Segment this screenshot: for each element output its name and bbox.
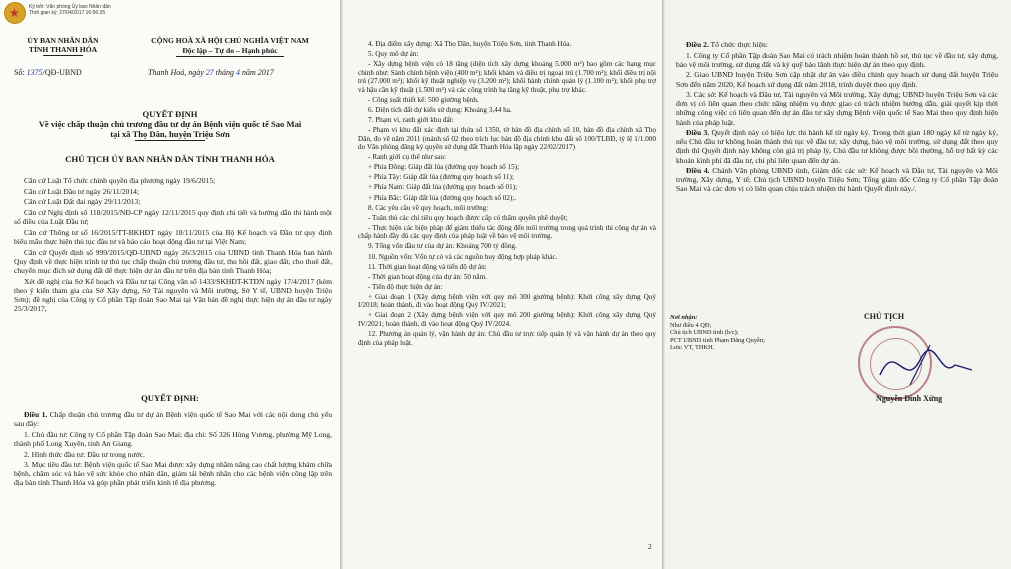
document-date: Thanh Hoá, ngày 27 tháng 4 năm 2017: [148, 68, 274, 77]
signer-name: Nguyễn Đình Xứng: [876, 394, 943, 403]
issuing-authority: CHỦ TỊCH ỦY BAN NHÂN DÂN TỈNH THANH HÓA: [65, 154, 275, 164]
recipients: Nơi nhận: Như điều 4 QĐ; Chủ tịch UBND tỉnh (b/c); PCT UBND tỉnh Phạm Đăng Quyền; Lưu: VT, THKH.: [670, 314, 765, 352]
legal-basis: Căn cứ Luật Tổ chức chính quyền địa phương ngày 19/6/2015; Căn cứ Luật Đầu tư ngày 26/11/2014; Căn cứ Luật Đất đai ngày 29/11/2013; Căn cứ Nghị định số 118/2015/NĐ-CP ngày 12/11/2015 quy định chi tiết và hướng dẫn thi hành một số điều của Luật Đầu tư; Căn cứ Thông tư số 16/2015/TT-BKHĐT ngày 18/11/2015 của Bộ Kế hoạch và Đầu tư quy định biểu mẫu thực hiện thủ tục đầu tư và báo cáo hoạt động đầu tư tại Việt Nam; Căn cứ Quyết định số 999/2015/QĐ-UBND ngày 26/3/2015 của UBND tỉnh Thanh Hóa ban hành Quy định về thực hiện trình tự thủ tục chấp thuận chủ trương đầu tư, thu hồi đất, giao đất, cho thuê đất, chuyển mục đích sử dụng đất để thực hiện dự án đầu tư trên địa bàn tỉnh Thanh Hóa; Xét đề nghị của Sở Kế hoạch và Đầu tư tại Công văn số 1433/SKHĐT-KTĐN ngày 17/4/2017 (kèm theo ý kiến tham gia của Sở Xây dựng, Sở Tài nguyên và Môi trường, Sở Y tế, UBND huyện Triệu Sơn); đề nghị của Công ty Cổ phần Tập đoàn Sao Mai tại Văn bản đề nghị thực hiện dự án đầu tư ngày 25/3/2017,: [14, 176, 332, 313]
signer-title: CHỦ TỊCH: [864, 312, 905, 321]
document-page-1: [0, 0, 340, 569]
article-1: Điều 1. Chấp thuận chủ trương đầu tư dự án Bệnh viện quốc tế Sao Mai với các nội dung chủ yếu sau đây: 1. Chủ đầu tư: Công ty Cổ phần Tập đoàn Sao Mai; địa chỉ: Số 326 Hùng Vương, phường Mỹ Long, thành phố Long Xuyên, tỉnh An Giang. 2. Hình thức đầu tư: Đầu tư trong nước. 3. Mục tiêu đầu tư: Bệnh viện quốc tế Sao Mai được xây dựng nhằm nâng cao chất lượng khám chữa bệnh, chăm sóc và bảo vệ sức khỏe cho nhân dân, giảm tải bệnh nhân cho các bệnh viện công lập trên địa bàn tỉnh Thanh Hóa và góp phần phát triển kinh tế địa phương.: [14, 410, 333, 488]
articles-2-to-4: Điều 2. Tổ chức thực hiện: 1. Công ty Cổ phần Tập đoàn Sao Mai có trách nhiệm hoàn thành hồ sơ, thủ tục về đầu tư, xây dựng, bảo vệ môi trường, sử dụng đất và ký quỹ bảo lãnh thực hiện dự án theo quy định. 2. Giao UBND huyện Triệu Sơn cập nhật dự án vào điều chỉnh quy hoạch sử dụng đất huyện Triệu Sơn đến năm 2020, Kế hoạch sử dụng đất năm 2018, trình duyệt theo quy định. 3. Các sở: Kế hoạch và Đầu tư, Tài nguyên và Môi trường, Xây dựng; UBND huyện Triệu Sơn và các đơn vị có liên quan theo chức năng nhiệm vụ được giao có trách nhiệm hướng dẫn, giải quyết kịp thời những công việc có liên quan đến dự án đầu tư xây dựng Bệnh viện quốc tế Sao Mai theo quy định hiện hành của pháp luật. Điều 3. Quyết định này có hiệu lực thi hành kể từ ngày ký. Trong thời gian 180 ngày kể từ ngày ký, nếu Chủ đầu tư không hoàn thành thủ tục về đầu tư, xây dựng, bảo vệ môi trường, sử dụng đất theo quy định thì Quyết định này không còn giá trị pháp lý, Chủ đầu tư không được bồi thường, hỗ trợ bất kỳ các khoản kinh phí đã đầu tư, chi phí liên quan đến dự án. Điều 4. Chánh Văn phòng UBND tỉnh, Giám đốc các sở: Kế hoạch và Đầu tư, Tài nguyên và Môi trường, Xây dựng, Y tế; Chủ tịch UBND huyện Triệu Sơn; Tổng giám đốc Công ty Cổ phần Tập đoàn Sao Mai và các đơn vị có liên quan chịu trách nhiệm thi hành Quyết định này./.: [676, 40, 999, 194]
decides-heading: QUYẾT ĐỊNH:: [141, 393, 199, 403]
national-header: CỘNG HOÀ XÃ HỘI CHỦ NGHĨA VIỆT NAM Độc lập – Tự do – Hạnh phúc: [124, 36, 336, 57]
national-emblem-icon: ★: [4, 2, 26, 24]
divider: [176, 56, 284, 57]
document-page-2: [340, 0, 662, 569]
handwritten-signature: [860, 330, 980, 400]
document-page-3: [662, 0, 1011, 569]
signature-line-2: Thời gian ký: 27/04/2017 16:56:25: [29, 10, 106, 16]
divider: [135, 140, 205, 141]
decision-title: QUYẾT ĐỊNH Về việc chấp thuận chủ trương đầu tư dự án Bệnh viện quốc tế Sao Mai tại xã Thọ Dân, huyện Triệu Sơn: [38, 109, 302, 139]
divider: [43, 55, 83, 56]
digital-signature-stamp: [4, 2, 111, 24]
document-number: Số: 1375/QĐ-UBND: [14, 68, 82, 77]
signature-line-1: Ký bởi: Văn phòng Ủy ban Nhân dân: [29, 4, 111, 10]
page-number: 2: [648, 542, 652, 551]
article-1-continued: 4. Địa điểm xây dựng: Xã Thọ Dân, huyện Triệu Sơn, tỉnh Thanh Hóa. 5. Quy mô dự án: - Xây dựng bệnh viện có 18 tầng (diện tích xây dựng khoảng 5.000 m²) bao gồm các hạng mục chính như: Sảnh chính bệnh viện (400 m²); khối khám và điều trị ngoại trú (1.700 m²); khối điều trị nội trú (27.000 m²); khối kỹ thuật nghiệp vụ (3.200 m²); khối hành chính quản lý (1.100 m²); khối phụ trợ và hậu cần kỹ thuật (1.500 m²) và các công trình hạ tầng kỹ thuật, phụ trợ khác. - Công suất thiết kế: 500 giường bệnh. 6. Diện tích đất dự kiến sử dụng: Khoảng 3,44 ha. 7. Phạm vi, ranh giới khu đất: - Phạm vi khu đất xác định tại thửa số 1350, tờ bản đồ địa chính số 10, bản đồ địa chính xã Thọ Dân, đo vẽ năm 2011 (mảnh số 02 theo trích lục bản đồ địa chính khu đất số 100/TLBĐ, tỷ lệ 1/1.000 do Văn phòng đăng ký quyền sử dụng đất Thanh Hóa lập ngày 22/02/2017) - Ranh giới cụ thể như sau: + Phía Đông: Giáp đất lúa (đường quy hoạch số 15); + Phía Tây: Giáp đất lúa (đường quy hoạch số 11); + Phía Nam: Giáp đất lúa (đường quy hoạch số 01); + Phía Bắc: Giáp đất lúa (đường quy hoạch số 02);. 8. Các yêu cầu về quy hoạch, môi trường: - Tuân thủ các chỉ tiêu quy hoạch được cấp có thẩm quyền phê duyệt; - Thực hiện các biện pháp để giảm thiểu tác động đến môi trường trong quá trình thi công dự án và chấp hành đầy đủ các quy định của pháp luật về bảo vệ môi trường. 9. Tổng vốn đầu tư của dự án: Khoảng 700 tỷ đồng. 10. Nguồn vốn: Vốn tự có và các nguồn huy động hợp pháp khác. 11. Thời gian hoạt động và tiến độ dự án: - Thời gian hoạt động của dự án: 50 năm. - Tiến độ thực hiện dự án: + Giai đoạn 1 (Xây dựng bệnh viện với quy mô 300 giường bệnh): Khởi công xây dựng Quý I/2018; hoàn thành, đi vào hoạt động Quý IV/2021; + Giai đoạn 2 (Xây dựng bệnh viện với quy mô 200 giường bệnh): Khởi công xây dựng Quý IV/2021; hoàn thành, đi vào hoạt động Quý IV/2024. 12. Phương án quản lý, vận hành dự án: Chủ đầu tư trực tiếp quản lý và vận hành dự án theo quy định của pháp luật.: [358, 40, 656, 347]
issuing-agency: ỦY BAN NHÂN DÂN TỈNH THANH HÓA: [27, 36, 99, 54]
